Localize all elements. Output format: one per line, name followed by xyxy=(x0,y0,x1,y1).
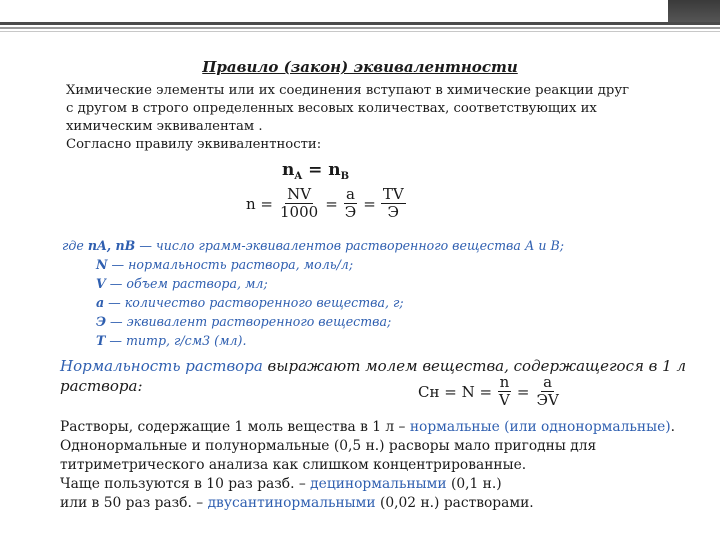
term-highlight: нормальные (или однонормальные) xyxy=(409,419,671,435)
divider-line xyxy=(0,31,720,32)
term-highlight: децинормальными xyxy=(310,476,447,492)
solutions-paragraph xyxy=(60,418,700,513)
normality-term: Нормальность раствора xyxy=(60,357,263,375)
text-line xyxy=(60,494,700,513)
formula-symbol: n xyxy=(282,160,295,180)
definition-item xyxy=(62,331,662,350)
fraction xyxy=(278,186,320,221)
fraction-denominator: V xyxy=(499,391,510,409)
text-span: (0,02 н.) растворами. xyxy=(375,495,534,511)
intro-line: Согласно правилу эквивалентности: xyxy=(66,137,322,152)
definition-item xyxy=(62,274,662,293)
text-span: (0,1 н.) xyxy=(446,476,502,492)
intro-paragraph xyxy=(66,82,676,154)
definition-item xyxy=(62,236,662,255)
text-line: Однонормальные и полунормальные (0,5 н.) расворы мало пригодны для xyxy=(60,438,597,454)
divider-line xyxy=(0,22,720,25)
fraction xyxy=(497,374,512,409)
text-span: . xyxy=(670,419,676,435)
normality-text: раствора: xyxy=(60,377,143,395)
fraction-numerator: TV xyxy=(382,185,404,203)
definition-symbol: а xyxy=(96,295,105,310)
formula-operator: = xyxy=(325,194,338,213)
fraction xyxy=(381,186,406,221)
top-decoration-bar xyxy=(0,0,720,22)
definition-text: — нормальность раствора, моль/л; xyxy=(107,257,354,272)
fraction xyxy=(343,186,358,221)
definition-symbol: nA, nB xyxy=(87,238,136,253)
fraction-denominator: ЭV xyxy=(536,391,559,409)
fraction-numerator: a xyxy=(346,185,355,203)
definition-item xyxy=(62,255,662,274)
formula-lhs: Cн = N = xyxy=(418,382,493,401)
formula-operator: = xyxy=(516,382,530,401)
definition-symbol: N xyxy=(96,257,108,272)
formula-operator: = xyxy=(363,194,376,213)
definition-text: — эквивалент растворенного вещества; xyxy=(106,314,392,329)
text-span: или в 50 раз разб. – xyxy=(60,495,208,511)
equivalents-count-formula xyxy=(246,186,406,221)
top-dark-block xyxy=(668,0,720,22)
fraction-denominator: Э xyxy=(344,203,357,221)
text-line: титриметрического анализа как слишком концентрированные. xyxy=(60,457,527,473)
slide-title: Правило (закон) эквивалентности xyxy=(202,58,518,76)
definition-text: — число грамм-эквивалентов растворенного вещества А и В; xyxy=(135,238,565,253)
intro-line: химическим эквивалентам . xyxy=(66,119,263,134)
definition-symbol: Э xyxy=(96,314,107,329)
fraction-numerator: n xyxy=(499,373,510,391)
definitions-list xyxy=(62,236,662,350)
fraction xyxy=(534,374,560,409)
text-line xyxy=(60,475,700,494)
text-line xyxy=(60,418,700,437)
definition-symbol: V xyxy=(96,276,106,291)
normality-paragraph xyxy=(60,356,700,396)
formula-lhs: n = xyxy=(246,194,273,213)
term-highlight: двусантинормальными xyxy=(207,495,376,511)
definition-text: — титр, г/см3 (мл). xyxy=(105,333,247,348)
formula-subscript: B xyxy=(340,171,350,182)
definition-text: — объем раствора, мл; xyxy=(105,276,268,291)
definition-prefix: где xyxy=(62,238,88,253)
normality-formula xyxy=(418,374,561,409)
fraction-denominator: Э xyxy=(387,203,399,221)
fraction-denominator: 1000 xyxy=(280,203,319,221)
definition-item xyxy=(62,312,662,331)
intro-line: с другом в строго определенных весовых количествах, соответствующих их xyxy=(66,101,597,116)
fraction-numerator: NV xyxy=(287,185,312,203)
divider-line xyxy=(0,27,720,29)
fraction-numerator: a xyxy=(543,373,553,391)
formula-operator: = xyxy=(308,160,323,180)
intro-line: Химические элементы или их соединения вступают в химические реакции друг xyxy=(66,83,629,98)
formula-symbol: n xyxy=(328,160,341,180)
definition-text: — количество растворенного вещества, г; xyxy=(104,295,404,310)
formula-subscript: A xyxy=(294,171,303,182)
definition-item xyxy=(62,293,662,312)
equivalence-formula xyxy=(282,160,349,182)
text-span: Растворы, содержащие 1 моль вещества в 1 л – xyxy=(60,419,410,435)
text-span: Чаще пользуются в 10 раз разб. – xyxy=(60,476,311,492)
definition-symbol: Т xyxy=(96,333,106,348)
normality-text: выражают молем вещества, содержащегося в 1 л xyxy=(262,357,687,375)
